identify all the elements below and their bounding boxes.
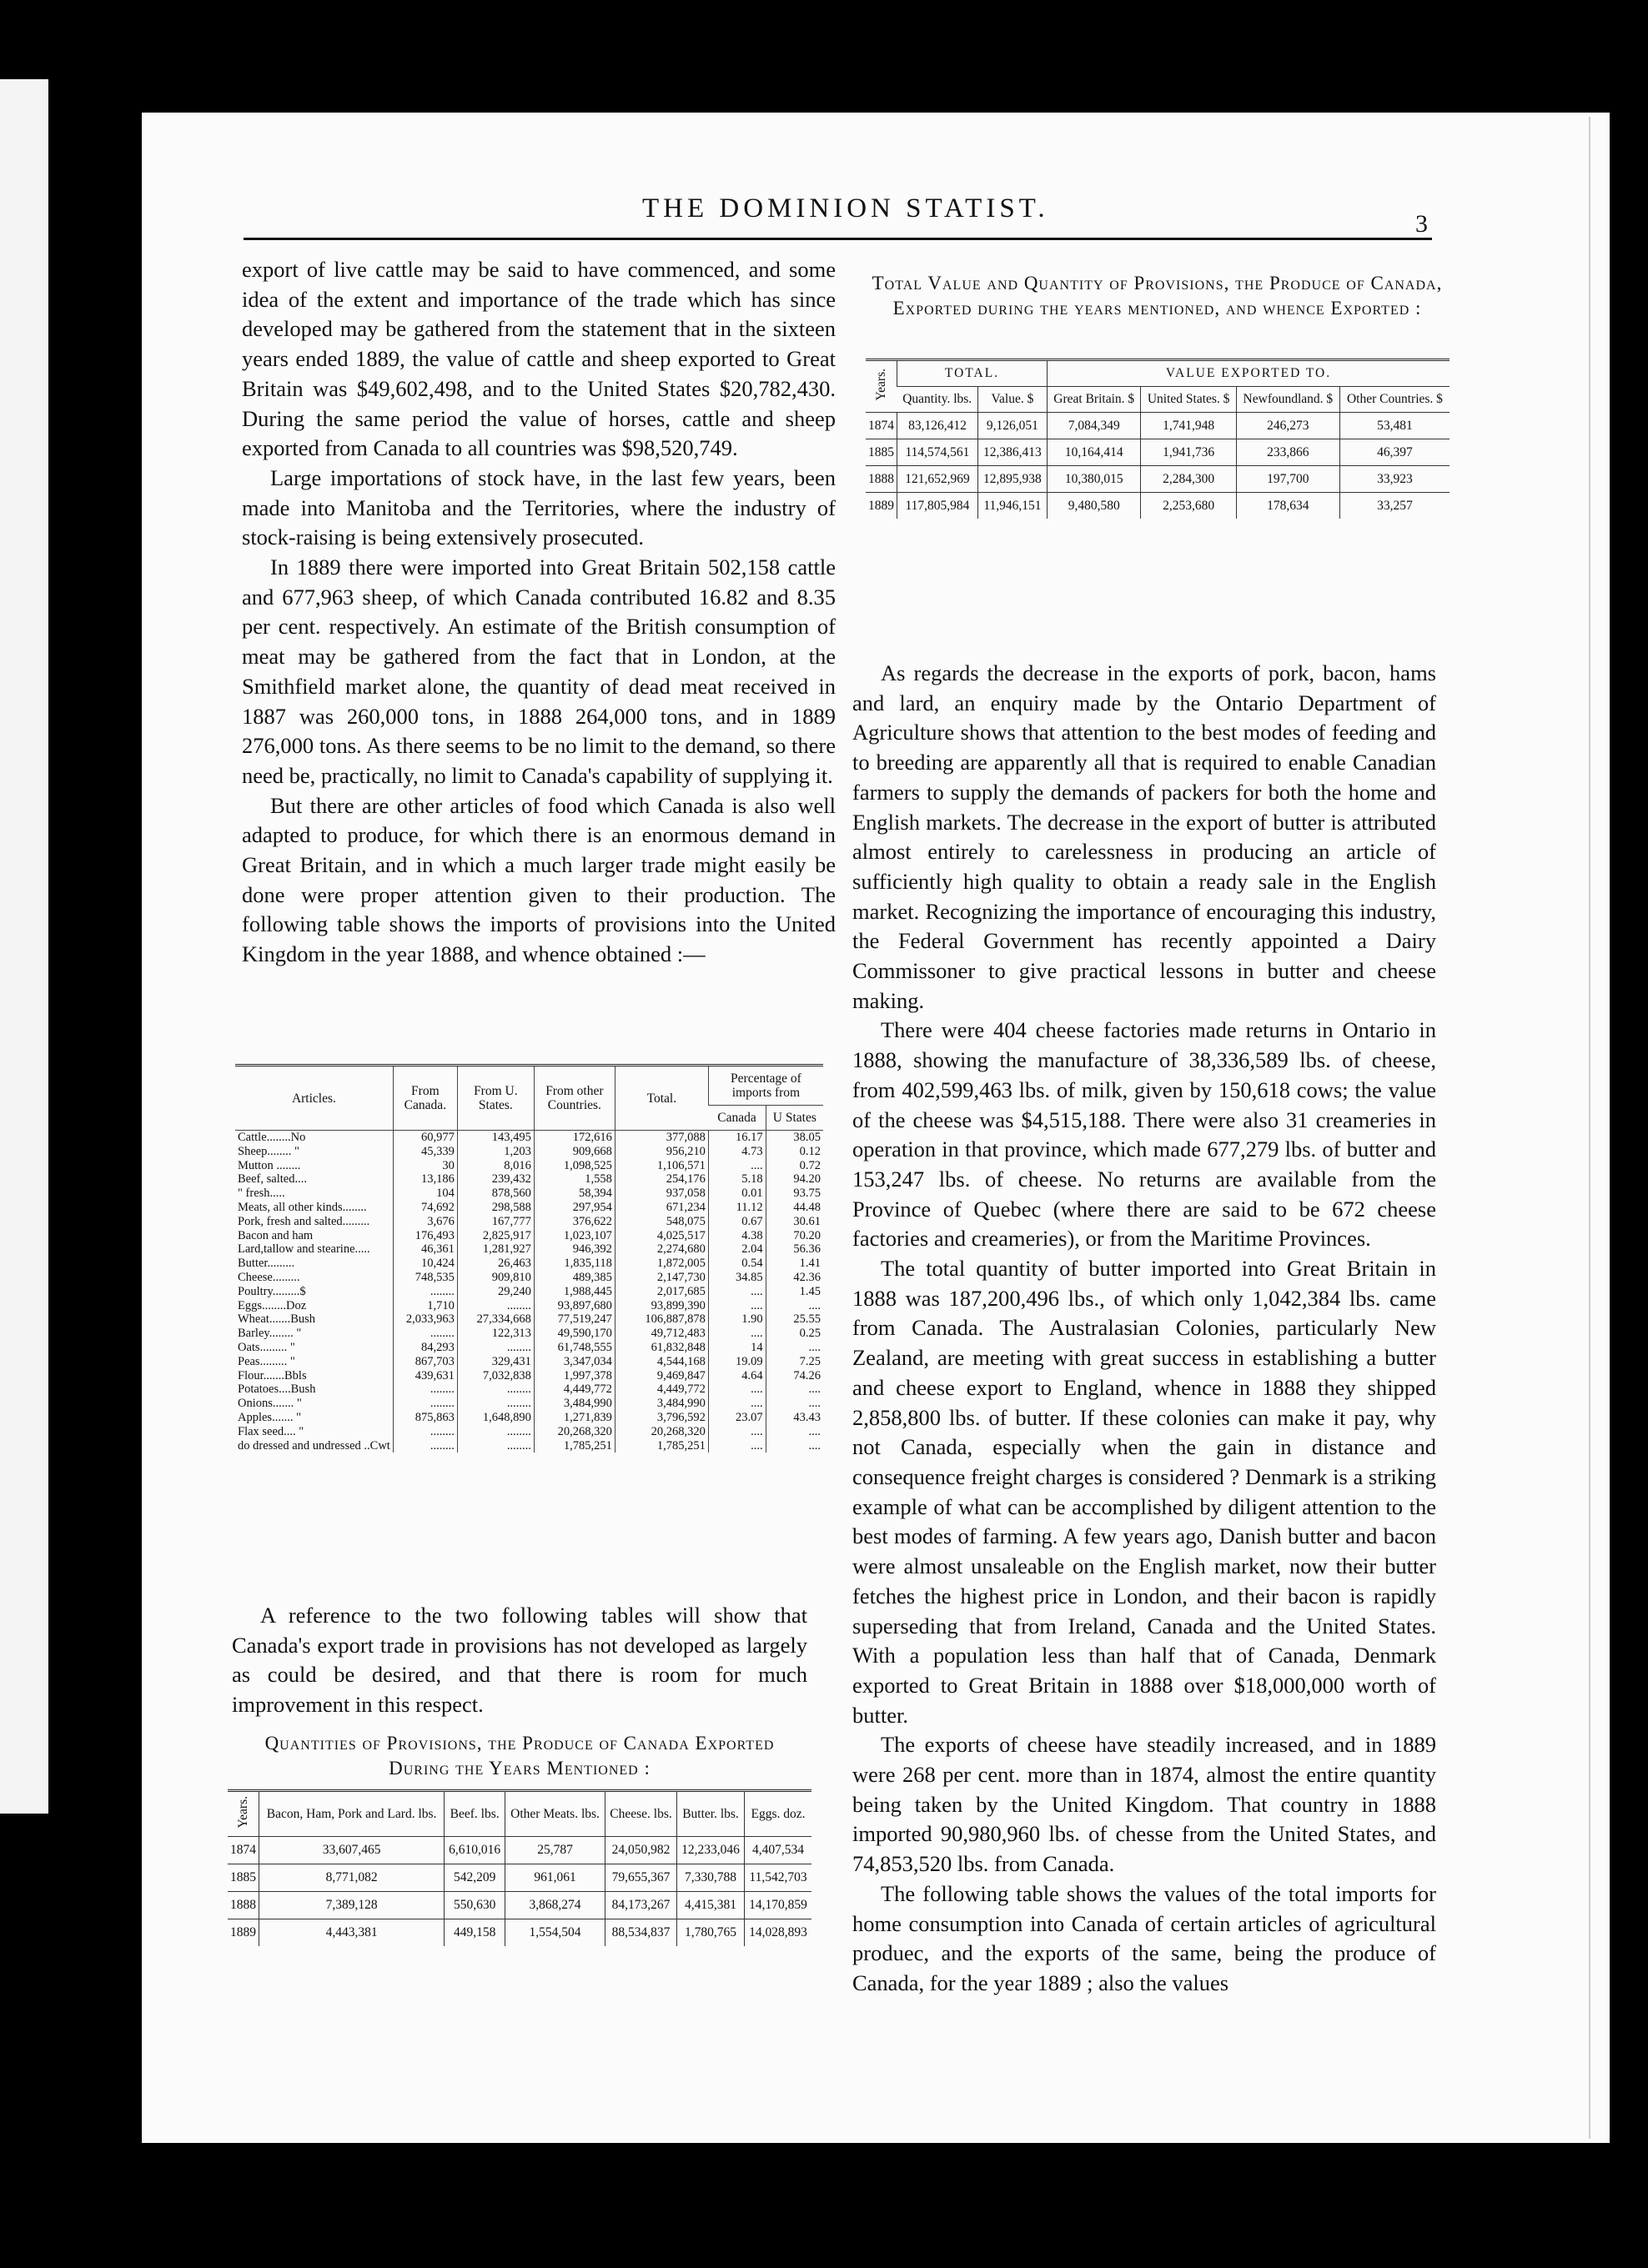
table-cell: 4,407,534	[745, 1837, 812, 1864]
table-cell: 9,469,847	[615, 1369, 708, 1383]
table-cell: " fresh.....	[238, 1187, 285, 1201]
table-cell: 46,361	[393, 1242, 457, 1257]
table-cell: 2,017,685	[615, 1285, 708, 1299]
table-cell: 7.25	[766, 1355, 823, 1369]
table-cell: 1888	[228, 1892, 259, 1919]
table-cell: 875,863	[393, 1411, 457, 1425]
col-header: Canada	[708, 1106, 766, 1131]
table-cell: 14,028,893	[745, 1919, 812, 1947]
table-cell: Eggs........Doz	[238, 1298, 307, 1312]
table-cell: 172,616	[534, 1131, 615, 1145]
table-cell: 4,025,517	[615, 1229, 708, 1243]
table-cell: 167,777	[457, 1215, 534, 1229]
col-header: From U. States.	[457, 1066, 534, 1131]
table-cell: 38.05	[766, 1131, 823, 1145]
table-cell: ....	[766, 1341, 823, 1355]
table-cell: 12,386,413	[977, 439, 1047, 466]
table-cell: 2,274,680	[615, 1242, 708, 1257]
table-cell: Mutton ........	[238, 1158, 301, 1172]
table-row	[228, 1864, 811, 1892]
table-cell: Poultry.........$	[238, 1284, 306, 1298]
table-cell: ....	[708, 1439, 766, 1453]
table-row	[235, 1341, 823, 1355]
table-row	[235, 1201, 823, 1215]
table-cell: 58,394	[534, 1187, 615, 1201]
table-cell: ........	[393, 1439, 457, 1453]
table-cell: 49,712,483	[615, 1327, 708, 1341]
table-row	[235, 1271, 823, 1285]
col-header: Percentage of imports from	[708, 1066, 823, 1106]
table-cell: 7,084,349	[1047, 413, 1140, 439]
paragraph: Large importations of stock have, in the last few years, been made into Manitoba and the Territories, where the industry of stock-raising is being extensively prosecuted.	[242, 464, 836, 550]
table-cell: 909,810	[457, 1271, 534, 1285]
table-cell: 12,895,938	[977, 466, 1047, 493]
table-cell: 79,655,367	[605, 1864, 677, 1892]
table-cell: ........	[457, 1341, 534, 1355]
table-cell: 4,415,381	[677, 1892, 745, 1919]
table-cell: 25,787	[505, 1837, 605, 1864]
table-cell: 748,535	[393, 1271, 457, 1285]
table-cell: 61,748,555	[534, 1341, 615, 1355]
table-cell: 254,176	[615, 1172, 708, 1187]
table-row	[228, 1892, 811, 1919]
table-cell: 83,126,412	[897, 413, 978, 439]
right-column-text	[852, 659, 1436, 1999]
table-cell: Butter.........	[238, 1257, 295, 1271]
table-cell: 84,173,267	[605, 1892, 677, 1919]
table-cell: ........	[457, 1425, 534, 1439]
table-cell: 114,574,561	[897, 439, 978, 466]
table-cell: 11.12	[708, 1201, 766, 1215]
col-header: Butter. lbs.	[677, 1791, 745, 1837]
table-cell: 74.26	[766, 1369, 823, 1383]
table-cell: Cheese.........	[238, 1270, 300, 1284]
col-header: Years.	[866, 360, 897, 413]
quantities-table	[228, 1789, 811, 1946]
table-cell: 878,560	[457, 1187, 534, 1201]
table-row	[235, 1299, 823, 1313]
table-cell: 4.64	[708, 1369, 766, 1383]
table-cell: 1,281,927	[457, 1242, 534, 1257]
col-header: Cheese. lbs.	[605, 1791, 677, 1837]
table-row	[235, 1159, 823, 1173]
table-cell: 3,484,990	[534, 1397, 615, 1411]
table-cell: 449,158	[445, 1919, 505, 1947]
table-cell: 8,771,082	[259, 1864, 445, 1892]
table-cell: Peas......... "	[238, 1354, 295, 1368]
table-row	[235, 1355, 823, 1369]
table-row	[235, 1439, 823, 1453]
table-row	[235, 1257, 823, 1271]
table-cell: 122,313	[457, 1327, 534, 1341]
paragraph: The following table shows the values of the total imports for home consumption into Canada of certain articles of agricultural produec, and the exports of the same, being the produce of Canada, for the year 1889 ; also the values	[852, 1880, 1436, 1995]
table-cell: 0.01	[708, 1187, 766, 1201]
table-cell: do dressed and undressed ..Cwt	[238, 1438, 390, 1453]
table-cell: ....	[766, 1425, 823, 1439]
table-row	[235, 1131, 823, 1145]
table-row	[235, 1145, 823, 1159]
table-cell: 4,443,381	[259, 1919, 445, 1947]
table-cell: 11,542,703	[745, 1864, 812, 1892]
table-cell: ........	[393, 1397, 457, 1411]
adjacent-page-edge	[0, 79, 48, 1814]
table-cell: 121,652,969	[897, 466, 978, 493]
table-cell: 0.67	[708, 1215, 766, 1229]
table-cell: 1888	[866, 466, 897, 493]
col-header: From Canada.	[393, 1066, 457, 1131]
table-cell: Wheat.......Bush	[238, 1312, 316, 1327]
table-cell: 1,785,251	[615, 1439, 708, 1453]
paragraph: There were 404 cheese factories made returns in Ontario in 1888, showing the manufacture of 38,336,589 lbs. of cheese, from 402,599,463 lbs. of milk, given by 150,618 cows; the value of the cheese was $4,515,188. There were also 31 creameries in operation in that province, which made 677,279 lbs. of butter and 153,247 lbs. of cheese. No returns are available from the Province of Quebec (where there are said to be 672 cheese factories and creameries), or from the Maritime Provinces.	[852, 1017, 1436, 1252]
table-cell: 439,631	[393, 1369, 457, 1383]
left-column-text-lower	[232, 1601, 807, 1720]
table-cell: 33,923	[1339, 466, 1450, 493]
table-cell: 1,741,948	[1141, 413, 1236, 439]
table-cell: 7,330,788	[677, 1864, 745, 1892]
table-cell: ........	[457, 1382, 534, 1397]
table-cell: Cattle........No	[238, 1131, 306, 1144]
page-number: 3	[1415, 210, 1428, 238]
table-cell: 867,703	[393, 1355, 457, 1369]
table-cell: 43.43	[766, 1411, 823, 1425]
table-cell: 13,186	[393, 1172, 457, 1187]
table-cell: 1,941,736	[1141, 439, 1236, 466]
col-header: Eggs. doz.	[745, 1791, 812, 1837]
table-cell: 24,050,982	[605, 1837, 677, 1864]
left-column-text	[242, 255, 836, 970]
table-cell: 329,431	[457, 1355, 534, 1369]
col-header: Total.	[615, 1066, 708, 1131]
table-cell: 2,147,730	[615, 1271, 708, 1285]
table-row	[235, 1397, 823, 1411]
table-cell: 376,622	[534, 1215, 615, 1229]
table-row	[866, 439, 1450, 466]
table-cell: 2.04	[708, 1242, 766, 1257]
table-cell: ....	[708, 1299, 766, 1313]
table-cell: 27,334,668	[457, 1312, 534, 1327]
table-cell: 33,257	[1339, 493, 1450, 519]
table-cell: 1,988,445	[534, 1285, 615, 1299]
table-cell: ....	[708, 1425, 766, 1439]
table-cell: Apples....... "	[238, 1410, 301, 1424]
table-cell: 4,449,772	[534, 1382, 615, 1397]
table-cell: 1,554,504	[505, 1919, 605, 1947]
table-cell: 2,825,917	[457, 1229, 534, 1243]
table-cell: 489,385	[534, 1271, 615, 1285]
table-cell: 956,210	[615, 1145, 708, 1159]
table-row	[235, 1369, 823, 1383]
table-row	[235, 1327, 823, 1341]
table-cell: Beef, salted....	[238, 1172, 307, 1187]
table-cell: Onions....... "	[238, 1397, 302, 1411]
table-cell: 550,630	[445, 1892, 505, 1919]
col-header: Beef. lbs.	[445, 1791, 505, 1837]
table-cell: 29,240	[457, 1285, 534, 1299]
col-header: Quantity. lbs.	[897, 387, 978, 413]
table-cell: 26,463	[457, 1257, 534, 1271]
col-header: Value. $	[977, 387, 1047, 413]
table-cell: 25.55	[766, 1312, 823, 1327]
header-rule	[244, 238, 1432, 240]
table-cell: 1,271,839	[534, 1411, 615, 1425]
paragraph: The exports of cheese have steadily increased, and in 1889 were 268 per cent. more than in 1874, almost the entire quantity being taken by the United Kingdom. That country in 1888 imported 90,980,960 lbs. of chesse from the United States, and 74,853,520 lbs. from Canada.	[852, 1732, 1436, 1877]
table-cell: Pork, fresh and salted.........	[238, 1214, 370, 1228]
table-cell: ....	[766, 1299, 823, 1313]
table-cell: ........	[457, 1299, 534, 1313]
table-cell: 1,023,107	[534, 1229, 615, 1243]
table-cell: 44.48	[766, 1201, 823, 1215]
table-cell: 4,449,772	[615, 1382, 708, 1397]
table-cell: 77,519,247	[534, 1312, 615, 1327]
table-cell: 3,347,034	[534, 1355, 615, 1369]
table-cell: ........	[393, 1425, 457, 1439]
table-cell: 74,692	[393, 1201, 457, 1215]
table-cell: 233,866	[1236, 439, 1339, 466]
table-row	[235, 1187, 823, 1201]
table-cell: 4.38	[708, 1229, 766, 1243]
table-cell: 4.73	[708, 1145, 766, 1159]
table-cell: 1,780,765	[677, 1919, 745, 1947]
table-row	[235, 1312, 823, 1327]
table-cell: 1,558	[534, 1172, 615, 1187]
table-cell: 7,032,838	[457, 1369, 534, 1383]
table-cell: 1889	[866, 493, 897, 519]
table-cell: 1,648,890	[457, 1411, 534, 1425]
imports-table	[235, 1064, 823, 1453]
table-cell: 1,872,005	[615, 1257, 708, 1271]
table-cell: 7,389,128	[259, 1892, 445, 1919]
col-header: Years.	[228, 1791, 259, 1837]
table-cell: Oats......... "	[238, 1340, 295, 1354]
table-cell: 20,268,320	[615, 1425, 708, 1439]
table-cell: 1889	[228, 1919, 259, 1947]
table-cell: ........	[457, 1397, 534, 1411]
table-cell: 30.61	[766, 1215, 823, 1229]
table-cell: 1,106,571	[615, 1159, 708, 1173]
table-cell: 93.75	[766, 1187, 823, 1201]
table-cell: 671,234	[615, 1201, 708, 1215]
paragraph: A reference to the two following tables will show that Canada's export trade in provisions has not developed as largely as could be desired, and that there is room for much improvement in this respect.	[232, 1603, 807, 1718]
value-caption: Total Value and Quantity of Provisions, the Produce of Canada, Exported during the years mentioned, and whence Exported :	[872, 273, 1443, 319]
table-cell: ........	[457, 1439, 534, 1453]
table-cell: 1.41	[766, 1257, 823, 1271]
table-cell: 6,610,016	[445, 1837, 505, 1864]
table-cell: 70.20	[766, 1229, 823, 1243]
col-header: Newfoundland. $	[1236, 387, 1339, 413]
table-cell: 14,170,859	[745, 1892, 812, 1919]
table-cell: 19.09	[708, 1355, 766, 1369]
table-cell: 377,088	[615, 1131, 708, 1145]
table-cell: 298,588	[457, 1201, 534, 1215]
table-cell: 12,233,046	[677, 1837, 745, 1864]
table-cell: 1874	[866, 413, 897, 439]
table-cell: 20,268,320	[534, 1425, 615, 1439]
table-cell: 0.25	[766, 1327, 823, 1341]
table-cell: 8,016	[457, 1159, 534, 1173]
table-cell: 197,700	[1236, 466, 1339, 493]
table-cell: 9,480,580	[1047, 493, 1140, 519]
table-cell: Lard,tallow and stearine.....	[238, 1242, 370, 1257]
table-cell: 10,380,015	[1047, 466, 1140, 493]
col-header: Articles.	[235, 1066, 393, 1131]
col-header: Great Britain. $	[1047, 387, 1140, 413]
table-cell: Barley........ "	[238, 1327, 302, 1341]
table-cell: 5.18	[708, 1172, 766, 1187]
table-cell: 4,544,168	[615, 1355, 708, 1369]
table-cell: 1,785,251	[534, 1439, 615, 1453]
table-cell: 297,954	[534, 1201, 615, 1215]
group-header-value: VALUE EXPORTED TO.	[1047, 360, 1450, 387]
paragraph: The total quantity of butter imported into Great Britain in 1888 was 187,200,496 lbs., of which only 1,042,384 lbs. came from Canada. The Australasian Colonies, particularly New Zealand, are meeting with great success in establishing a butter and cheese export to England, whence in 1888 they shipped 2,858,800 lbs. of butter. If these colonies can make it pay, why not Canada, especially when the gain in distance and consequence freight charges is considered ? Denmark is a striking example of what can be accomplished by diligent attention to the best modes of farming. A few years ago, Danish butter and bacon were almost unsaleable on the English market, now their butter fetches the highest price in London, and their bacon is rapidly superseding that from Ireland, Canada and the United States. With a population less than half that of Canada, Denmark exported to Great Britain in 1888 over $18,000,000 worth of butter.	[852, 1256, 1436, 1728]
table-cell: 34.85	[708, 1271, 766, 1285]
table-cell: 1885	[228, 1864, 259, 1892]
table-cell: ....	[708, 1327, 766, 1341]
table-cell: 1,835,118	[534, 1257, 615, 1271]
col-header: Other Countries. $	[1339, 387, 1450, 413]
quantities-caption: Quantities of Provisions, the Produce of Canada Exported During the Years Mentioned :	[264, 1733, 775, 1779]
table-row	[235, 1242, 823, 1257]
col-header: United States. $	[1141, 387, 1236, 413]
table-row	[866, 466, 1450, 493]
table-cell: 23.07	[708, 1411, 766, 1425]
group-header-total: TOTAL.	[897, 360, 1048, 387]
table-cell: 176,493	[393, 1229, 457, 1243]
table-cell: 16.17	[708, 1131, 766, 1145]
table-cell: 45,339	[393, 1145, 457, 1159]
table-cell: 1.90	[708, 1312, 766, 1327]
table-cell: 2,033,963	[393, 1312, 457, 1327]
table-row	[228, 1919, 811, 1947]
table-row	[235, 1382, 823, 1397]
table-cell: 1874	[228, 1837, 259, 1864]
running-header: THE DOMINION STATIST.	[642, 193, 1049, 223]
table-cell: 61,832,848	[615, 1341, 708, 1355]
table-cell: 49,590,170	[534, 1327, 615, 1341]
table-cell: 1.45	[766, 1285, 823, 1299]
table-cell: Meats, all other kinds........	[238, 1200, 367, 1214]
col-header: Other Meats. lbs.	[505, 1791, 605, 1837]
table-row	[866, 493, 1450, 519]
col-header: From other Countries.	[534, 1066, 615, 1131]
table-cell: Sheep........ "	[238, 1144, 299, 1158]
table-cell: 246,273	[1236, 413, 1339, 439]
table-cell: 10,424	[393, 1257, 457, 1271]
table-cell: 10,164,414	[1047, 439, 1140, 466]
table-row	[228, 1837, 811, 1864]
value-table	[866, 359, 1450, 519]
table-cell: 961,061	[505, 1864, 605, 1892]
table-cell: 46,397	[1339, 439, 1450, 466]
table-cell: 1,997,378	[534, 1369, 615, 1383]
table-cell: ....	[708, 1159, 766, 1173]
paragraph: But there are other articles of food which Canada is also well adapted to produce, for which there is an enormous demand in Great Britain, and in which a much larger trade might easily be done were proper attention given to their production. The following table shows the imports of provisions into the United Kingdom in the year 1888, and whence obtained :—	[242, 792, 836, 967]
table-cell: ........	[393, 1382, 457, 1397]
table-row	[235, 1411, 823, 1425]
table-row	[866, 413, 1450, 439]
paragraph: As regards the decrease in the exports of pork, bacon, hams and lard, an enquiry made by the Ontario Department of Agriculture shows that attention to the best modes of feeding and to breeding are apparently all that is required to enable Canadian farmers to supply the demands of packers for both the home and English markets. The decrease in the export of butter is attributed almost entirely to carelessness in producing an article of sufficiently high quality to obtain a ready sale in the English market. Recognizing the importance of encouraging this industry, the Federal Government has recently appointed a Dairy Commissoner to give practical lessons in butter and cheese making.	[852, 660, 1436, 1013]
table-cell: 14	[708, 1341, 766, 1355]
col-header: U States	[766, 1106, 823, 1131]
table-cell: 9,126,051	[977, 413, 1047, 439]
table-cell: ....	[766, 1439, 823, 1453]
table-cell: 117,805,984	[897, 493, 978, 519]
table-cell: ....	[708, 1397, 766, 1411]
paragraph: In 1889 there were imported into Great Britain 502,158 cattle and 677,963 sheep, of which Canada contributed 16.82 and 8.35 per cent. respectively. An estimate of the British consumption of meat may be gathered from the fact that in London, at the Smithfield market alone, the quantity of dead meat received in 1887 was 260,000 tons, in 1888 264,000 tons, and in 1889 276,000 tons. As there seems to be no limit to the demand, so there need be, practically, no limit to Canada's capability of supplying it.	[242, 554, 836, 788]
table-cell: 1,710	[393, 1299, 457, 1313]
table-cell: 106,887,878	[615, 1312, 708, 1327]
table-cell: Bacon and ham	[238, 1228, 314, 1242]
table-row	[235, 1425, 823, 1439]
table-cell: Flax seed.... "	[238, 1424, 304, 1438]
table-cell: 909,668	[534, 1145, 615, 1159]
table-cell: 104	[393, 1187, 457, 1201]
table-cell: 542,209	[445, 1864, 505, 1892]
table-cell: Flour.......Bbls	[238, 1368, 307, 1382]
table-cell: 1,203	[457, 1145, 534, 1159]
table-cell: 94.20	[766, 1172, 823, 1187]
table-cell: 1,098,525	[534, 1159, 615, 1173]
table-cell: 56.36	[766, 1242, 823, 1257]
table-cell: 937,058	[615, 1187, 708, 1201]
paragraph: export of live cattle may be said to have commenced, and some idea of the extent and importance of the trade which has since developed may be gathered from the statement that in the sixteen years ended 1889, the value of cattle and sheep exported to Great Britain was $49,602,498, and to the United States $20,782,430. During the same period the value of horses, cattle and sheep exported from Canada to all countries was $98,520,749.	[242, 257, 836, 461]
table-cell: Potatoes....Bush	[238, 1382, 316, 1397]
table-cell: 2,253,680	[1141, 493, 1236, 519]
table-cell: ....	[708, 1285, 766, 1299]
table-cell: 93,899,390	[615, 1299, 708, 1313]
table-cell: 93,897,680	[534, 1299, 615, 1313]
table-cell: 30	[393, 1159, 457, 1173]
table-cell: 3,796,592	[615, 1411, 708, 1425]
page-edge	[1589, 117, 1611, 2139]
table-cell: 3,484,990	[615, 1397, 708, 1411]
table-cell: 84,293	[393, 1341, 457, 1355]
table-cell: 239,432	[457, 1172, 534, 1187]
table-cell: 88,534,837	[605, 1919, 677, 1947]
table-cell: ........	[393, 1327, 457, 1341]
table-cell: 33,607,465	[259, 1837, 445, 1864]
table-cell: 60,977	[393, 1131, 457, 1145]
table-cell: ....	[766, 1382, 823, 1397]
table-cell: ....	[766, 1397, 823, 1411]
table-row	[235, 1285, 823, 1299]
table-cell: 42.36	[766, 1271, 823, 1285]
table-cell: 0.54	[708, 1257, 766, 1271]
table-cell: 946,392	[534, 1242, 615, 1257]
table-cell: 0.12	[766, 1145, 823, 1159]
table-cell: 53,481	[1339, 413, 1450, 439]
table-cell: ........	[393, 1285, 457, 1299]
table-cell: 0.72	[766, 1159, 823, 1173]
table-cell: 1885	[866, 439, 897, 466]
col-header: Bacon, Ham, Pork and Lard. lbs.	[259, 1791, 445, 1837]
table-row	[235, 1229, 823, 1243]
table-cell: 143,495	[457, 1131, 534, 1145]
table-cell: 3,868,274	[505, 1892, 605, 1919]
table-row	[235, 1172, 823, 1187]
table-cell: 11,946,151	[977, 493, 1047, 519]
table-cell: 3,676	[393, 1215, 457, 1229]
table-cell: 178,634	[1236, 493, 1339, 519]
table-cell: 2,284,300	[1141, 466, 1236, 493]
table-row	[235, 1215, 823, 1229]
table-cell: ....	[708, 1382, 766, 1397]
table-cell: 548,075	[615, 1215, 708, 1229]
